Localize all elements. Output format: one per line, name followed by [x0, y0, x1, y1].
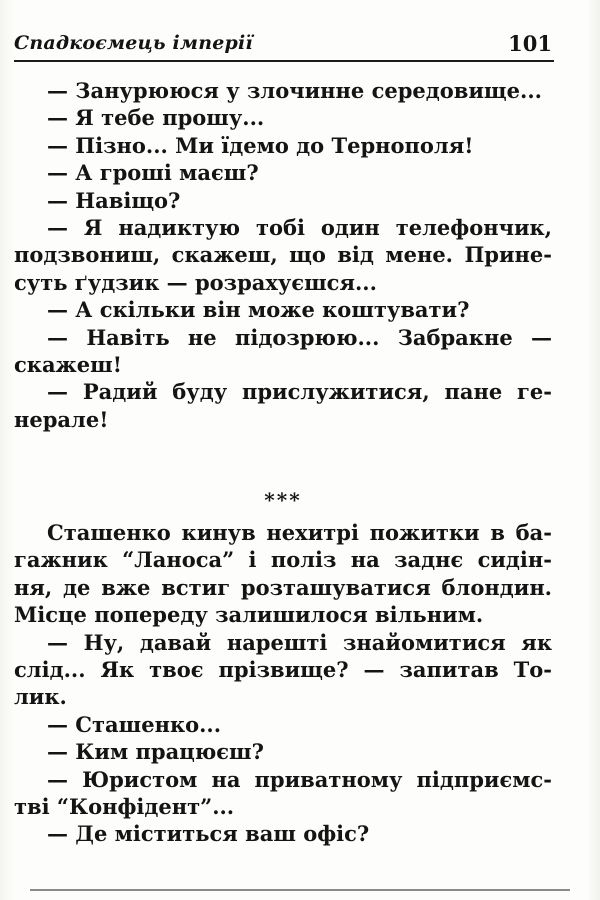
text-line: ня, де вже встиг розташуватися блондин.: [14, 574, 552, 600]
text-line: Місце попереду залишилося вільним.: [14, 602, 484, 628]
text-line: Сташенко кинув нехитрі пожитки в ба-: [47, 520, 552, 545]
narrative-block: [14, 519, 552, 848]
section-break: ***: [264, 488, 302, 512]
text-line: — Навіть не підозрюю... Забракне —: [47, 324, 552, 350]
text-line: — Навіщо?: [47, 187, 181, 213]
text-line: — Занурююся у злочинне середовище...: [47, 78, 542, 103]
text-line: — Юристом на приватному підприємс-: [47, 766, 552, 792]
text-line: — Я надиктую тобі один телефончик,: [47, 214, 552, 240]
text-line: подзвониш, скажеш, що від мене. Прине-: [14, 242, 552, 268]
text-line: — Пізно... Ми їдемо до Тернополя!: [47, 132, 474, 158]
text-line: — Ну, давай нарешті знайомитися як: [47, 629, 552, 655]
text-line: — А скільки він може коштувати?: [47, 297, 470, 323]
bottom-rule: [30, 889, 570, 891]
text-line: скажеш!: [14, 351, 122, 377]
text-line: слід... Як твоє прізвище? — запитав То-: [14, 656, 552, 682]
text-line: — Ким працюєш?: [47, 739, 264, 765]
text-line: суть ґудзик — розрахуєшся...: [14, 269, 377, 295]
text-line: тві “Конфідент”...: [14, 793, 235, 819]
page-number: 101: [508, 31, 552, 56]
running-header: [14, 28, 554, 62]
text-line: лик.: [14, 684, 67, 710]
text-line: гажник “Ланоса” і поліз на заднє сидін-: [14, 547, 552, 573]
dialogue-block: [14, 77, 552, 433]
text-line: — Де міститься ваш офіс?: [47, 821, 370, 847]
running-title: Спадкоємець імперії: [14, 32, 253, 54]
text-line: нерале!: [14, 406, 109, 432]
text-line: — А гроші маєш?: [47, 160, 259, 186]
text-line: — Сташенко...: [47, 711, 222, 737]
text-line: — Радий буду прислужитися, пане ге-: [47, 379, 552, 405]
text-line: — Я тебе прошу...: [47, 105, 265, 131]
